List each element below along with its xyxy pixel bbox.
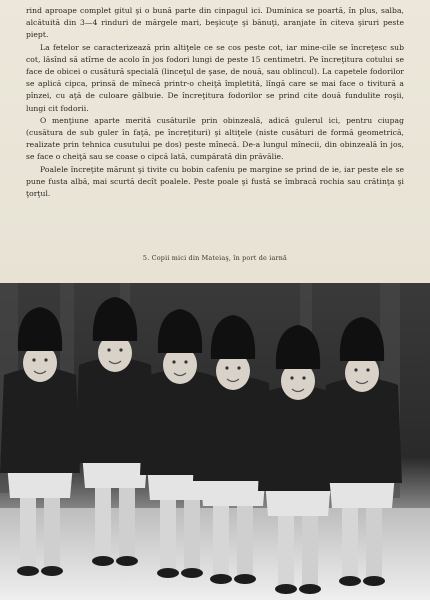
photograph [0,283,430,600]
paragraph: rind aproape complet gitul şi o bună parte din cinpagul ici. Duminica se poartă, în plus, salba, alcătuită din 3—4 rinduri de mărgele mari, beşicuţe şi bănuţi, aranjate în citeva şiruri peste piept. [26,6,404,40]
paragraph: Poalele încreţite mărunt şi tivite cu bobin cafeniu pe margine se prind de ie, iar peste ele se pune fusta albă, mai scurtă decît poalele. Peste poale şi fustă se îmbracă rochia sau crătinţa şi ţorţul. [26,164,404,199]
paragraph: O menţiune aparte merită cusăturile prin obinzeală, adică gulerul ici, pentru ciupag (cusătura de sub guler în faţă, pe încreţituri) şi altiţele (niste cusături de formă geometrică, realizate prin tehnica cusutului pe dos) peste mînecă. De-a lungul mînecii, din obinzeală în jos, se face o cheiţă sau se coase o cipcă lată, cumpărată din prăvălie. [26,115,404,162]
children-winter-photo-icon [0,283,430,600]
paragraph: La fetelor se caracterizează prin altiţele ce se cos peste cot, iar mine-cile se încreţesc sub cot, lăsînd să atîrne de acolo în jos fodori lungi de peste 15 centimetri. Pe încreţitura cotului se face de obicei o cusătură specială (linceţul de şase, de nouă, sau oblincul). La capetele fodorilor se aplică cipca, prinsă de mînecă printr-o cheiţă împletită, lîngă care se mai face o tivitură a pînzei, cu aţă de culoare gălbuie. De încreţitura fodorilor se prind cite două fundulite roşii, lungi cit fodorii. [26,42,404,113]
photo-caption: 5. Copii mici din Mateiaş, în port de iarnă [142,254,288,262]
body-text [26,5,404,200]
